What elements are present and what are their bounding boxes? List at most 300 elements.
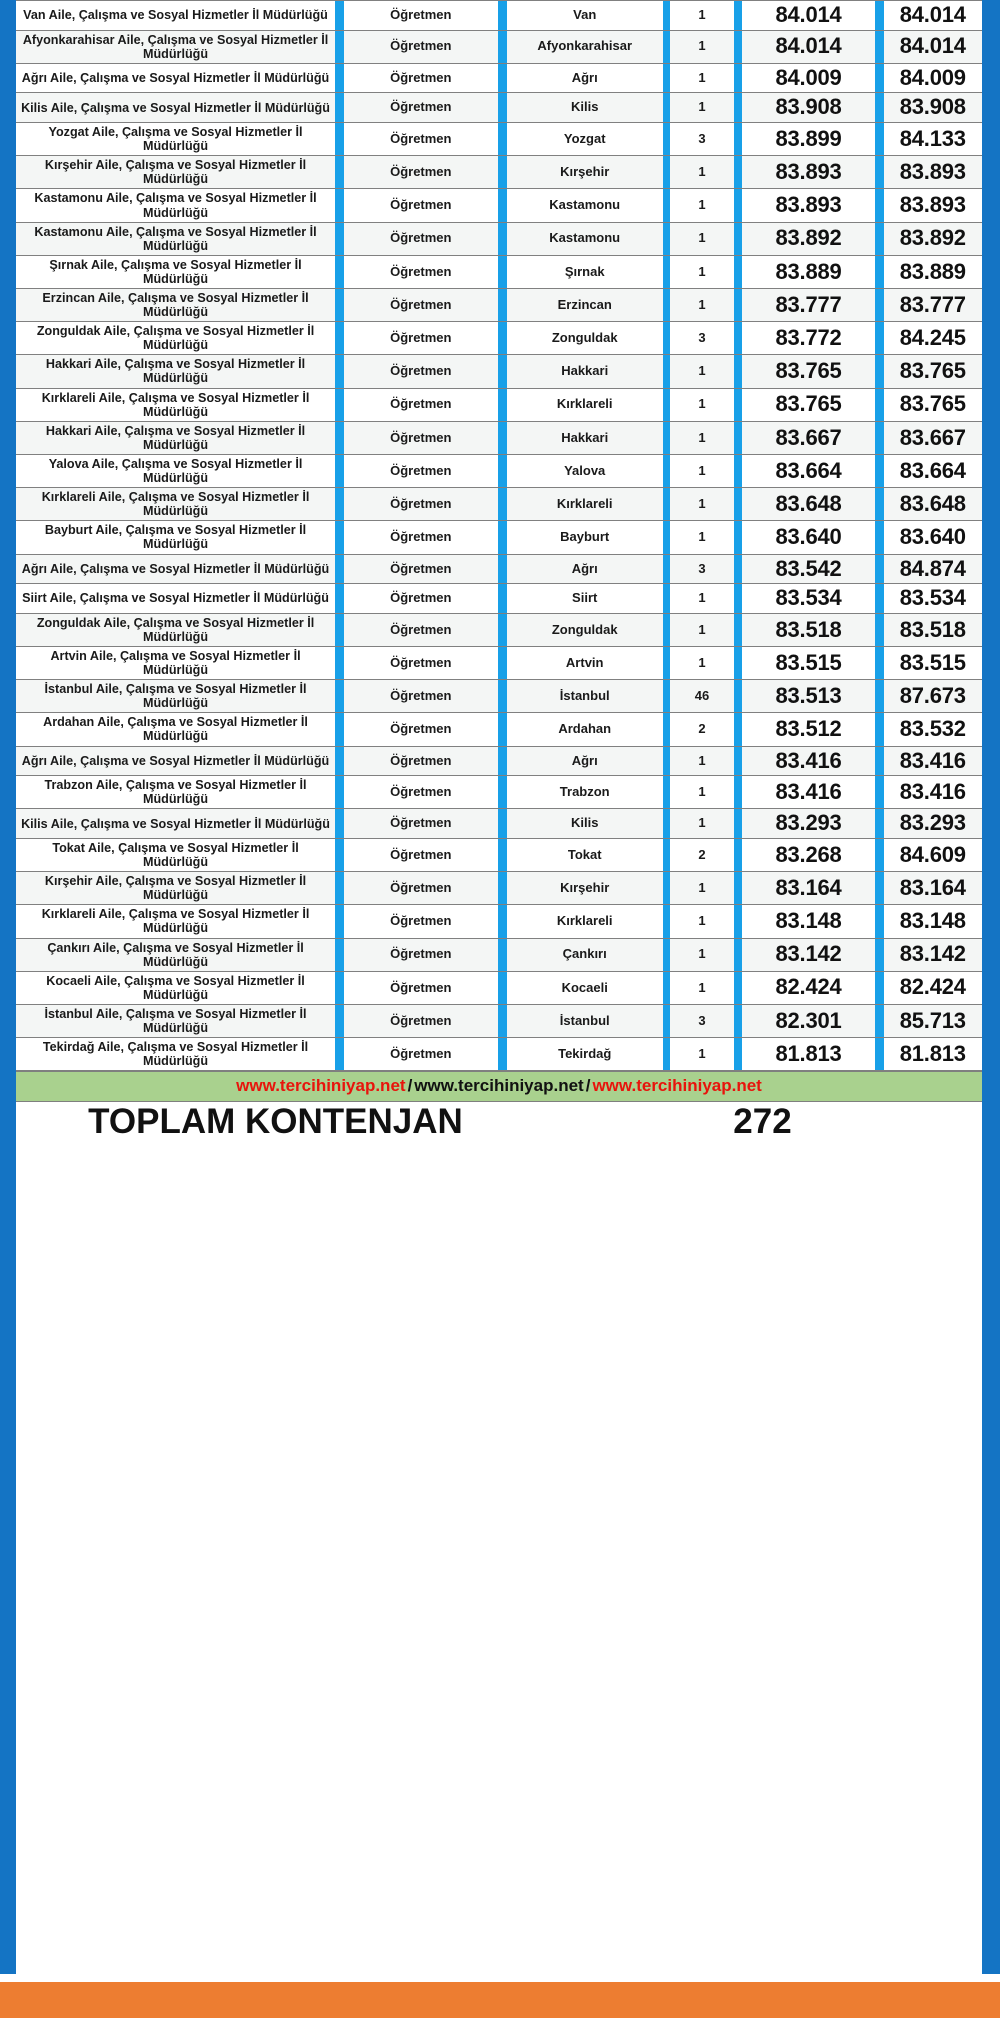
- column-separator-2: [498, 1, 507, 31]
- cell-il: Hakkari: [507, 421, 663, 454]
- table-row: [16, 746, 982, 776]
- cell-unvan: Öğretmen: [344, 971, 498, 1004]
- cell-il: Kilis: [507, 93, 663, 123]
- column-separator-5: [875, 355, 884, 388]
- column-separator-4: [734, 713, 743, 746]
- cell-kurum: Artvin Aile, Çalışma ve Sosyal Hizmetler İl Müdürlüğü: [16, 646, 335, 679]
- column-separator-5: [875, 613, 884, 646]
- column-separator-4: [734, 554, 743, 584]
- column-separator-5: [875, 454, 884, 487]
- column-separator-1: [335, 189, 344, 222]
- cell-kontenjan: 1: [670, 521, 733, 554]
- column-separator-3: [663, 521, 671, 554]
- orange-footer-bar: [0, 1982, 1000, 2018]
- column-separator-1: [335, 713, 344, 746]
- column-separator-1: [335, 156, 344, 189]
- column-separator-3: [663, 1004, 671, 1037]
- column-separator-5: [875, 30, 884, 63]
- cell-unvan: Öğretmen: [344, 938, 498, 971]
- cell-taban-puan: 84.014: [742, 1, 874, 31]
- column-separator-4: [734, 1038, 743, 1071]
- column-separator-3: [663, 93, 671, 123]
- column-separator-4: [734, 680, 743, 713]
- cell-kurum: Erzincan Aile, Çalışma ve Sosyal Hizmetler İl Müdürlüğü: [16, 289, 335, 322]
- cell-kurum: Trabzon Aile, Çalışma ve Sosyal Hizmetler İl Müdürlüğü: [16, 776, 335, 809]
- table-row: [16, 971, 982, 1004]
- table-row: [16, 554, 982, 584]
- cell-taban-puan: 83.893: [742, 189, 874, 222]
- column-separator-4: [734, 30, 743, 63]
- column-separator-3: [663, 613, 671, 646]
- column-separator-2: [498, 421, 507, 454]
- column-separator-1: [335, 222, 344, 255]
- column-separator-4: [734, 613, 743, 646]
- cell-kontenjan: 3: [670, 123, 733, 156]
- column-separator-4: [734, 838, 743, 871]
- cell-taban-puan: 83.893: [742, 156, 874, 189]
- cell-il: Zonguldak: [507, 613, 663, 646]
- column-separator-5: [875, 838, 884, 871]
- cell-taban-puan: 83.513: [742, 680, 874, 713]
- column-separator-3: [663, 255, 671, 288]
- column-separator-4: [734, 584, 743, 614]
- cell-taban-puan: 83.777: [742, 289, 874, 322]
- column-separator-2: [498, 255, 507, 288]
- white-gap: [0, 1974, 1000, 1982]
- column-separator-4: [734, 421, 743, 454]
- table-row: [16, 63, 982, 93]
- column-separator-1: [335, 809, 344, 839]
- column-separator-3: [663, 123, 671, 156]
- cell-kontenjan: 1: [670, 488, 733, 521]
- column-separator-5: [875, 905, 884, 938]
- cell-kurum: Siirt Aile, Çalışma ve Sosyal Hizmetler İl Müdürlüğü: [16, 584, 335, 614]
- cell-unvan: Öğretmen: [344, 646, 498, 679]
- column-separator-3: [663, 1038, 671, 1071]
- cell-taban-puan: 83.765: [742, 355, 874, 388]
- cell-taban-puan: 83.148: [742, 905, 874, 938]
- cell-taban-puan: 83.534: [742, 584, 874, 614]
- column-separator-5: [875, 1, 884, 31]
- column-separator-4: [734, 776, 743, 809]
- total-value: 272: [543, 1102, 982, 1142]
- column-separator-2: [498, 613, 507, 646]
- column-separator-2: [498, 872, 507, 905]
- cell-il: Erzincan: [507, 289, 663, 322]
- column-separator-4: [734, 222, 743, 255]
- cell-unvan: Öğretmen: [344, 30, 498, 63]
- cell-kontenjan: 1: [670, 776, 733, 809]
- column-separator-1: [335, 63, 344, 93]
- column-separator-5: [875, 1004, 884, 1037]
- column-separator-1: [335, 613, 344, 646]
- table-row: [16, 222, 982, 255]
- table-row: [16, 776, 982, 809]
- cell-kontenjan: 3: [670, 554, 733, 584]
- cell-kontenjan: 2: [670, 713, 733, 746]
- column-separator-2: [498, 713, 507, 746]
- column-separator-1: [335, 521, 344, 554]
- cell-tavan-puan: 84.609: [884, 838, 982, 871]
- cell-tavan-puan: 84.014: [884, 30, 982, 63]
- column-separator-5: [875, 63, 884, 93]
- table-row: [16, 521, 982, 554]
- cell-il: Kırşehir: [507, 872, 663, 905]
- cell-unvan: Öğretmen: [344, 63, 498, 93]
- column-separator-1: [335, 646, 344, 679]
- cell-kontenjan: 1: [670, 289, 733, 322]
- cell-tavan-puan: 84.133: [884, 123, 982, 156]
- column-separator-5: [875, 584, 884, 614]
- cell-il: Tokat: [507, 838, 663, 871]
- cell-il: Ağrı: [507, 554, 663, 584]
- cell-kurum: Zonguldak Aile, Çalışma ve Sosyal Hizmetler İl Müdürlüğü: [16, 322, 335, 355]
- cell-taban-puan: 83.142: [742, 938, 874, 971]
- table-row: [16, 584, 982, 614]
- cell-kontenjan: 3: [670, 322, 733, 355]
- table-row: [16, 289, 982, 322]
- cell-il: Kastamonu: [507, 189, 663, 222]
- cell-tavan-puan: 81.813: [884, 1038, 982, 1071]
- cell-kontenjan: 3: [670, 1004, 733, 1037]
- cell-tavan-puan: 83.416: [884, 776, 982, 809]
- column-separator-5: [875, 809, 884, 839]
- cell-il: Artvin: [507, 646, 663, 679]
- cell-taban-puan: 83.765: [742, 388, 874, 421]
- cell-il: Zonguldak: [507, 322, 663, 355]
- cell-kurum: Yozgat Aile, Çalışma ve Sosyal Hizmetler İl Müdürlüğü: [16, 123, 335, 156]
- cell-kontenjan: 1: [670, 971, 733, 1004]
- column-separator-4: [734, 63, 743, 93]
- column-separator-1: [335, 322, 344, 355]
- cell-tavan-puan: 83.889: [884, 255, 982, 288]
- cell-taban-puan: 83.664: [742, 454, 874, 487]
- cell-kontenjan: 1: [670, 222, 733, 255]
- cell-tavan-puan: 83.293: [884, 809, 982, 839]
- cell-il: Ağrı: [507, 746, 663, 776]
- cell-taban-puan: 83.667: [742, 421, 874, 454]
- column-separator-2: [498, 809, 507, 839]
- cell-tavan-puan: 84.245: [884, 322, 982, 355]
- column-separator-1: [335, 388, 344, 421]
- website-url-3[interactable]: www.tercihiniyap.net: [592, 1076, 762, 1096]
- cell-tavan-puan: 84.014: [884, 1, 982, 31]
- cell-kurum: Kırklareli Aile, Çalışma ve Sosyal Hizmetler İl Müdürlüğü: [16, 388, 335, 421]
- table-row: [16, 905, 982, 938]
- cell-unvan: Öğretmen: [344, 905, 498, 938]
- column-separator-2: [498, 1004, 507, 1037]
- column-separator-4: [734, 289, 743, 322]
- column-separator-1: [335, 554, 344, 584]
- total-label: TOPLAM KONTENJAN: [16, 1102, 535, 1142]
- cell-taban-puan: 83.518: [742, 613, 874, 646]
- cell-tavan-puan: 83.164: [884, 872, 982, 905]
- column-separator-5: [875, 872, 884, 905]
- cell-taban-puan: 83.416: [742, 746, 874, 776]
- cell-taban-puan: 83.293: [742, 809, 874, 839]
- column-separator-5: [875, 713, 884, 746]
- column-separator-4: [734, 322, 743, 355]
- table-row: [16, 1004, 982, 1037]
- kontenjan-table: [16, 0, 982, 1071]
- table-row: [16, 680, 982, 713]
- column-separator-3: [663, 971, 671, 1004]
- cell-il: Ağrı: [507, 63, 663, 93]
- column-separator-2: [498, 584, 507, 614]
- column-separator-1: [335, 30, 344, 63]
- column-separator-5: [875, 123, 884, 156]
- cell-il: Şırnak: [507, 255, 663, 288]
- column-separator-2: [498, 189, 507, 222]
- cell-tavan-puan: 83.777: [884, 289, 982, 322]
- column-separator-3: [663, 554, 671, 584]
- cell-taban-puan: 83.542: [742, 554, 874, 584]
- column-separator-2: [498, 355, 507, 388]
- cell-tavan-puan: 85.713: [884, 1004, 982, 1037]
- cell-il: İstanbul: [507, 680, 663, 713]
- table-row: [16, 613, 982, 646]
- cell-kurum: Tokat Aile, Çalışma ve Sosyal Hizmetler İl Müdürlüğü: [16, 838, 335, 871]
- cell-tavan-puan: 83.534: [884, 584, 982, 614]
- cell-kurum: Kırşehir Aile, Çalışma ve Sosyal Hizmetler İl Müdürlüğü: [16, 156, 335, 189]
- cell-taban-puan: 83.512: [742, 713, 874, 746]
- cell-taban-puan: 83.164: [742, 872, 874, 905]
- column-separator-5: [875, 1038, 884, 1071]
- cell-kurum: İstanbul Aile, Çalışma ve Sosyal Hizmetler İl Müdürlüğü: [16, 680, 335, 713]
- column-separator-3: [663, 776, 671, 809]
- table-row: [16, 1038, 982, 1071]
- column-separator-4: [734, 255, 743, 288]
- column-separator-2: [498, 93, 507, 123]
- table-body: [16, 1, 982, 1071]
- cell-taban-puan: 83.889: [742, 255, 874, 288]
- column-separator-5: [875, 746, 884, 776]
- cell-taban-puan: 82.424: [742, 971, 874, 1004]
- cell-tavan-puan: 83.765: [884, 355, 982, 388]
- column-separator-1: [335, 776, 344, 809]
- cell-kurum: Kocaeli Aile, Çalışma ve Sosyal Hizmetler İl Müdürlüğü: [16, 971, 335, 1004]
- cell-kurum: Çankırı Aile, Çalışma ve Sosyal Hizmetler İl Müdürlüğü: [16, 938, 335, 971]
- cell-kontenjan: 1: [670, 584, 733, 614]
- cell-taban-puan: 83.648: [742, 488, 874, 521]
- cell-taban-puan: 83.640: [742, 521, 874, 554]
- cell-unvan: Öğretmen: [344, 1004, 498, 1037]
- cell-kurum: Kırklareli Aile, Çalışma ve Sosyal Hizmetler İl Müdürlüğü: [16, 488, 335, 521]
- column-separator-1: [335, 938, 344, 971]
- cell-kontenjan: 2: [670, 838, 733, 871]
- column-separator-5: [875, 93, 884, 123]
- table-row: [16, 838, 982, 871]
- cell-taban-puan: 83.416: [742, 776, 874, 809]
- cell-kurum: Kastamonu Aile, Çalışma ve Sosyal Hizmetler İl Müdürlüğü: [16, 222, 335, 255]
- cell-il: Kırklareli: [507, 905, 663, 938]
- column-separator-5: [875, 521, 884, 554]
- total-row: [16, 1102, 982, 1142]
- cell-kurum: Yalova Aile, Çalışma ve Sosyal Hizmetler İl Müdürlüğü: [16, 454, 335, 487]
- cell-il: Yalova: [507, 454, 663, 487]
- cell-kontenjan: 1: [670, 454, 733, 487]
- cell-kurum: Bayburt Aile, Çalışma ve Sosyal Hizmetler İl Müdürlüğü: [16, 521, 335, 554]
- cell-il: Hakkari: [507, 355, 663, 388]
- column-separator-1: [335, 488, 344, 521]
- cell-tavan-puan: 83.893: [884, 189, 982, 222]
- cell-unvan: Öğretmen: [344, 189, 498, 222]
- column-separator-2: [498, 454, 507, 487]
- column-separator-3: [663, 156, 671, 189]
- cell-taban-puan: 83.892: [742, 222, 874, 255]
- column-separator-3: [663, 746, 671, 776]
- cell-kontenjan: 1: [670, 746, 733, 776]
- column-separator-5: [875, 971, 884, 1004]
- table-row: [16, 322, 982, 355]
- column-separator-5: [875, 421, 884, 454]
- column-separator-2: [498, 938, 507, 971]
- column-separator-1: [335, 971, 344, 1004]
- cell-unvan: Öğretmen: [344, 421, 498, 454]
- cell-taban-puan: 81.813: [742, 1038, 874, 1071]
- cell-unvan: Öğretmen: [344, 388, 498, 421]
- column-separator-1: [335, 1038, 344, 1071]
- column-separator-4: [734, 809, 743, 839]
- column-separator-3: [663, 838, 671, 871]
- column-separator-3: [663, 189, 671, 222]
- cell-kontenjan: 1: [670, 613, 733, 646]
- url-separator-2: /: [585, 1076, 591, 1096]
- cell-unvan: Öğretmen: [344, 584, 498, 614]
- cell-taban-puan: 83.515: [742, 646, 874, 679]
- cell-il: Yozgat: [507, 123, 663, 156]
- cell-tavan-puan: 82.424: [884, 971, 982, 1004]
- cell-taban-puan: 83.772: [742, 322, 874, 355]
- cell-unvan: Öğretmen: [344, 488, 498, 521]
- column-separator-4: [734, 123, 743, 156]
- cell-taban-puan: 83.268: [742, 838, 874, 871]
- column-separator-4: [734, 746, 743, 776]
- cell-unvan: Öğretmen: [344, 123, 498, 156]
- column-separator-2: [498, 156, 507, 189]
- cell-kontenjan: 1: [670, 30, 733, 63]
- column-separator-5: [875, 776, 884, 809]
- cell-kurum: Kırklareli Aile, Çalışma ve Sosyal Hizmetler İl Müdürlüğü: [16, 905, 335, 938]
- column-separator-4: [734, 1, 743, 31]
- column-separator-3: [663, 872, 671, 905]
- column-separator-3: [663, 30, 671, 63]
- cell-unvan: Öğretmen: [344, 838, 498, 871]
- cell-unvan: Öğretmen: [344, 521, 498, 554]
- cell-kurum: Ağrı Aile, Çalışma ve Sosyal Hizmetler İl Müdürlüğü: [16, 63, 335, 93]
- cell-il: Kırklareli: [507, 488, 663, 521]
- table-row: [16, 156, 982, 189]
- column-separator-4: [734, 646, 743, 679]
- column-separator-3: [663, 905, 671, 938]
- cell-kontenjan: 1: [670, 905, 733, 938]
- column-separator-3: [663, 322, 671, 355]
- cell-tavan-puan: 83.664: [884, 454, 982, 487]
- cell-kontenjan: 1: [670, 388, 733, 421]
- column-separator-4: [734, 189, 743, 222]
- table-row: [16, 189, 982, 222]
- cell-kurum: Afyonkarahisar Aile, Çalışma ve Sosyal Hizmetler İl Müdürlüğü: [16, 30, 335, 63]
- cell-kurum: Kastamonu Aile, Çalışma ve Sosyal Hizmetler İl Müdürlüğü: [16, 189, 335, 222]
- cell-tavan-puan: 83.892: [884, 222, 982, 255]
- column-separator-2: [498, 388, 507, 421]
- cell-kurum: Ağrı Aile, Çalışma ve Sosyal Hizmetler İl Müdürlüğü: [16, 554, 335, 584]
- cell-tavan-puan: 83.518: [884, 613, 982, 646]
- column-separator-2: [498, 30, 507, 63]
- column-separator-1: [335, 421, 344, 454]
- column-separator-3: [663, 646, 671, 679]
- table-row: [16, 421, 982, 454]
- cell-il: Kastamonu: [507, 222, 663, 255]
- cell-tavan-puan: 83.532: [884, 713, 982, 746]
- cell-taban-puan: 83.908: [742, 93, 874, 123]
- cell-unvan: Öğretmen: [344, 289, 498, 322]
- cell-unvan: Öğretmen: [344, 776, 498, 809]
- table-row: [16, 93, 982, 123]
- frame-left-border: [0, 0, 16, 1974]
- column-separator-4: [734, 156, 743, 189]
- cell-unvan: Öğretmen: [344, 872, 498, 905]
- cell-kontenjan: 1: [670, 93, 733, 123]
- website-url-1[interactable]: www.tercihiniyap.net: [236, 1076, 406, 1096]
- column-separator-5: [875, 488, 884, 521]
- total-separator: [535, 1102, 543, 1142]
- table-row: [16, 872, 982, 905]
- cell-kontenjan: 1: [670, 189, 733, 222]
- cell-il: Kilis: [507, 809, 663, 839]
- cell-tavan-puan: 83.416: [884, 746, 982, 776]
- column-separator-3: [663, 680, 671, 713]
- column-separator-2: [498, 521, 507, 554]
- column-separator-4: [734, 971, 743, 1004]
- cell-tavan-puan: 83.893: [884, 156, 982, 189]
- cell-tavan-puan: 83.648: [884, 488, 982, 521]
- cell-unvan: Öğretmen: [344, 809, 498, 839]
- column-separator-2: [498, 222, 507, 255]
- table-row: [16, 938, 982, 971]
- column-separator-2: [498, 971, 507, 1004]
- cell-kontenjan: 1: [670, 938, 733, 971]
- cell-unvan: Öğretmen: [344, 93, 498, 123]
- column-separator-1: [335, 1, 344, 31]
- cell-tavan-puan: 83.515: [884, 646, 982, 679]
- cell-tavan-puan: 83.142: [884, 938, 982, 971]
- table-row: [16, 488, 982, 521]
- cell-unvan: Öğretmen: [344, 554, 498, 584]
- cell-kontenjan: 1: [670, 872, 733, 905]
- cell-taban-puan: 83.899: [742, 123, 874, 156]
- column-separator-2: [498, 63, 507, 93]
- cell-kontenjan: 1: [670, 1038, 733, 1071]
- column-separator-2: [498, 488, 507, 521]
- cell-kurum: Hakkari Aile, Çalışma ve Sosyal Hizmetler İl Müdürlüğü: [16, 421, 335, 454]
- cell-unvan: Öğretmen: [344, 454, 498, 487]
- cell-unvan: Öğretmen: [344, 222, 498, 255]
- cell-unvan: Öğretmen: [344, 1, 498, 31]
- cell-il: Kocaeli: [507, 971, 663, 1004]
- column-separator-1: [335, 680, 344, 713]
- column-separator-2: [498, 123, 507, 156]
- column-separator-3: [663, 63, 671, 93]
- column-separator-2: [498, 1038, 507, 1071]
- column-separator-4: [734, 388, 743, 421]
- website-url-2[interactable]: www.tercihiniyap.net: [414, 1076, 584, 1096]
- column-separator-2: [498, 746, 507, 776]
- cell-il: İstanbul: [507, 1004, 663, 1037]
- column-separator-1: [335, 584, 344, 614]
- cell-kontenjan: 1: [670, 156, 733, 189]
- cell-unvan: Öğretmen: [344, 680, 498, 713]
